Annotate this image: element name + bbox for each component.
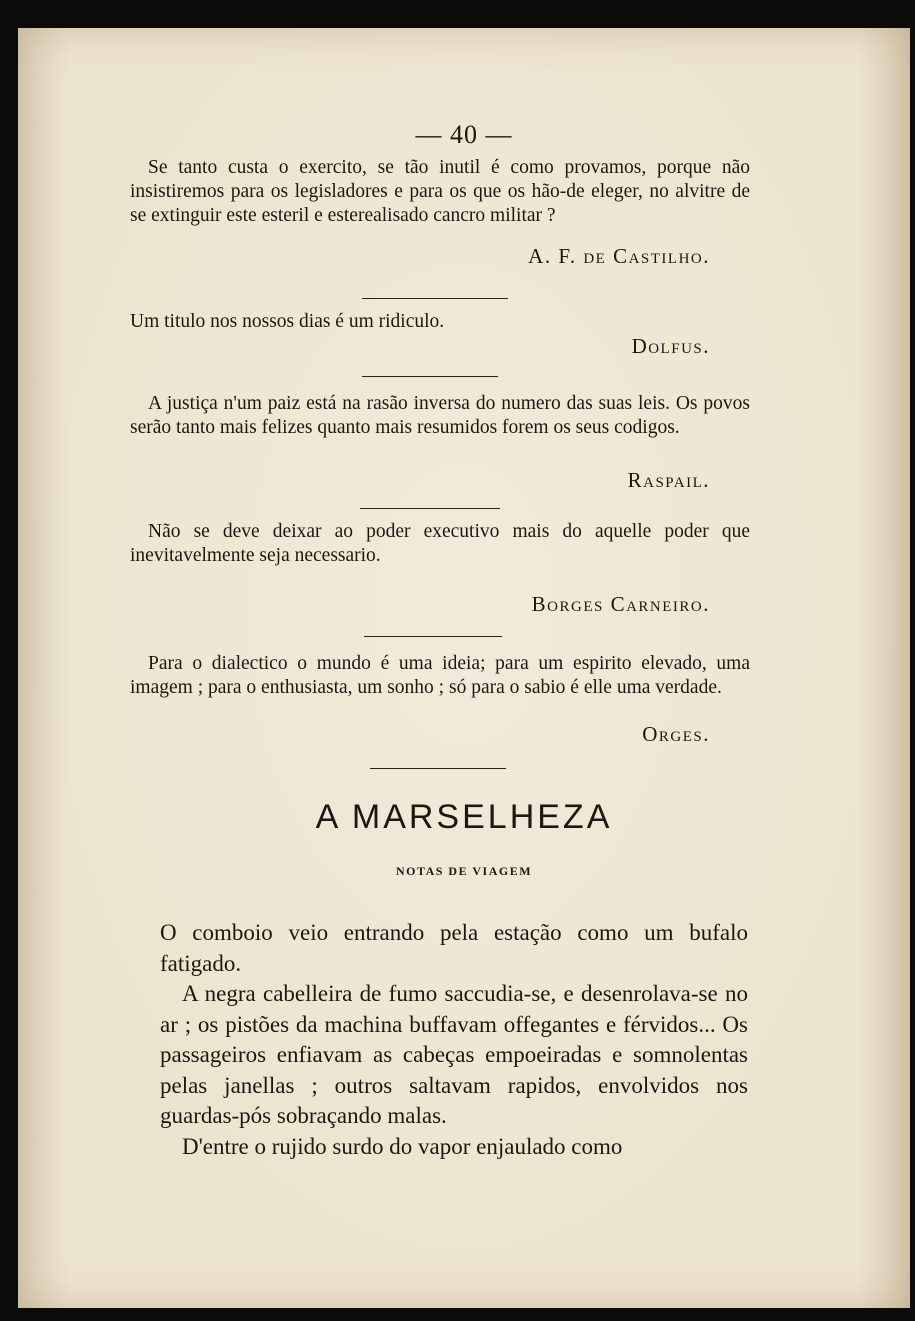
quote-author: Borges Carneiro.	[531, 592, 710, 616]
quote-author: Raspail.	[627, 468, 710, 492]
quote-author: A. F. de Castilho.	[528, 244, 710, 268]
quote-text: Não se deve deixar ao poder executivo mais do aquelle poder que inevitavelmente seja necessario.	[130, 521, 750, 566]
page-number: — 40 —	[415, 120, 513, 149]
quote-text: Para o dialectico o mundo é uma ideia; para um espirito elevado, uma imagem ; para o enthusiasta, um sonho ; só para o sabio é elle uma verdade.	[130, 653, 750, 698]
quote-author: Orges.	[642, 722, 710, 746]
section-divider	[360, 508, 500, 509]
article-paragraph: A negra cabelleira de fumo saccudia-se, e desenrolava-se no ar ; os pistões da machina buffavam offegantes e férvidos... Os passageiros enfiavam as cabeças empoeiradas e somnolentas pelas janellas ; outros saltavam rapidos, envolvidos nos guardas-pós sobraçando malas.	[160, 981, 748, 1128]
section-divider	[364, 636, 502, 637]
article-subtitle: NOTAS DE VIAGEM	[395, 864, 533, 878]
section-divider	[362, 298, 508, 299]
article-paragraph: O comboio veio entrando pela estação como um bufalo fatigado.	[160, 920, 748, 976]
quote-text: Um titulo nos nossos dias é um ridiculo.	[130, 311, 445, 332]
article-title: A MARSELHEZA	[315, 798, 613, 836]
article-paragraph: D'entre o rujido surdo do vapor enjaulado como	[182, 1133, 623, 1159]
section-divider	[370, 768, 506, 769]
quote-author: Dolfus.	[631, 334, 710, 358]
section-divider	[362, 376, 498, 377]
quote-text: Se tanto custa o exercito, se tão inutil é como provamos, porque não insistiremos para os legisladores e para os que os hão-de eleger, no alvitre de se extinguir este esteril e esterealisado cancro militar ?	[130, 157, 750, 226]
article-body	[160, 918, 748, 1162]
quote-text: A justiça n'um paiz está na rasão inversa do numero das suas leis. Os povos serão tanto mais felizes quanto mais resumidos forem os seus codigos.	[130, 393, 750, 438]
book-page	[18, 28, 910, 1308]
